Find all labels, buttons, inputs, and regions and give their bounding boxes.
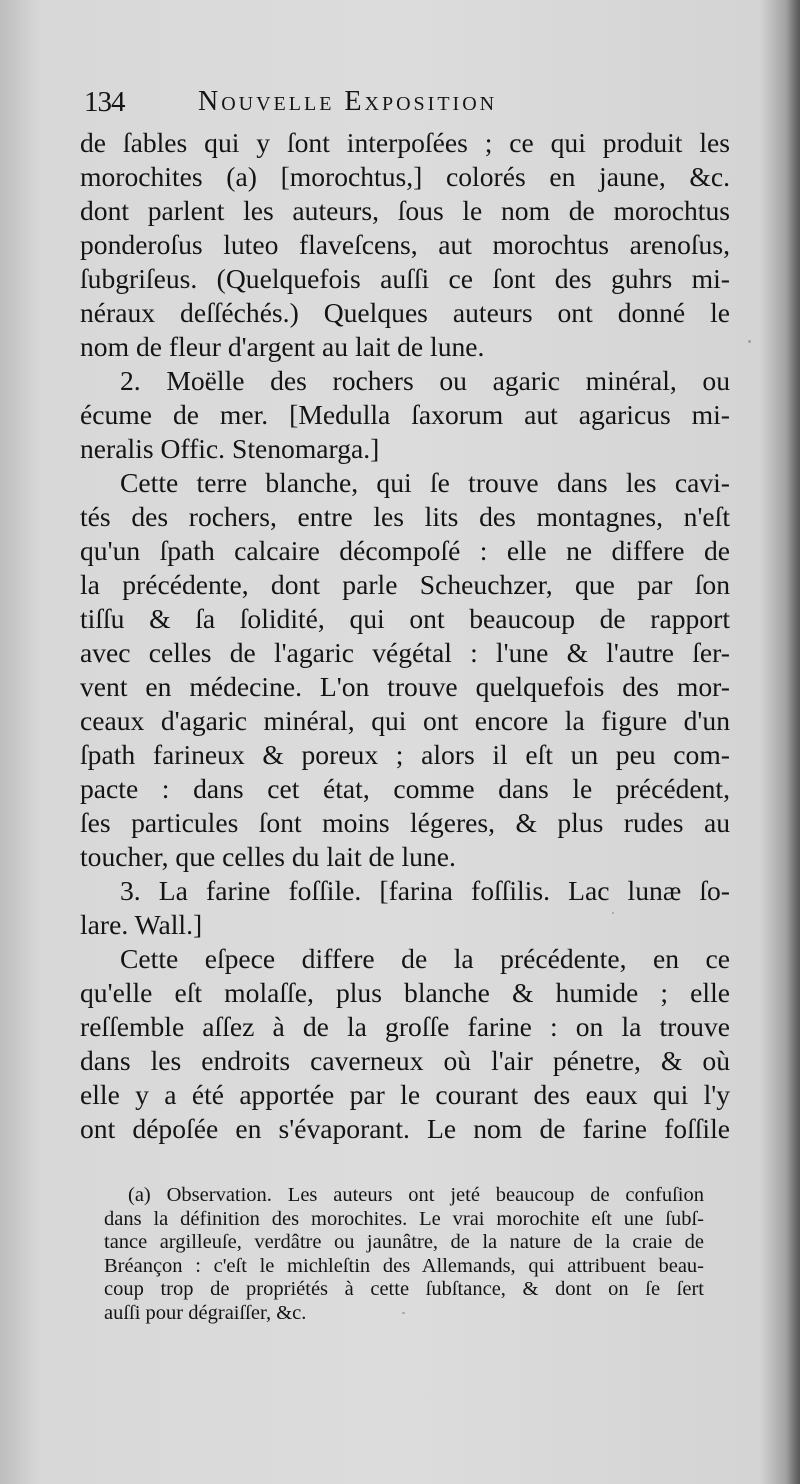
footnote-line: (a) Observation. Les auteurs ont jeté beaucoup de confuſion — [128, 1184, 704, 1206]
footnote-line: coup trop de propriétés à cette ſubſtance, & dont on ſe ſert — [104, 1278, 704, 1300]
text-line: néraux deſſéchés.) Quelques auteurs ont donné le — [80, 297, 730, 328]
page-edge-shadow — [786, 0, 800, 1484]
text-line: Cette terre blanche, qui ſe trouve dans les cavi- — [120, 467, 730, 498]
text-line: qu'un ſpath calcaire décompoſé : elle ne differe de — [80, 535, 730, 566]
text-line: ceaux d'agaric minéral, qui ont encore la figure d'un — [80, 705, 730, 736]
footnote — [104, 1184, 704, 1325]
paper-speck — [402, 1312, 405, 1314]
text-line: 2. Moëlle des rochers ou agaric minéral, ou — [120, 365, 730, 396]
main-text — [80, 126, 730, 1146]
text-line: ſes particules ſont moins légeres, & plus rudes au — [80, 807, 730, 838]
page-header — [84, 86, 784, 126]
text-line: ponderoſus luteo flaveſcens, aut morochtus arenoſus, — [80, 229, 730, 260]
text-line: écume de mer. [Medulla ſaxorum aut agaricus mi- — [80, 399, 730, 430]
text-line: dans les endroits caverneux où l'air pénetre, & où — [80, 1045, 730, 1076]
text-line: reſſemble aſſez à de la groſſe farine : on la trouve — [80, 1011, 730, 1042]
text-line: dont parlent les auteurs, ſous le nom de morochtus — [80, 195, 730, 226]
text-line: ont dépoſée en s'évaporant. Le nom de farine foſſile — [80, 1113, 730, 1144]
text-line: de ſables qui y ſont interpoſées ; ce qui produit les — [80, 127, 730, 158]
footnote-line: tance argilleuſe, verdâtre ou jaunâtre, de la nature de la craie de — [104, 1231, 704, 1253]
text-line: neralis Offic. Stenomarga.] — [80, 433, 380, 464]
text-line: nom de fleur d'argent au lait de lune. — [80, 331, 485, 362]
text-line: pacte : dans cet état, comme dans le précédent, — [80, 773, 730, 804]
text-line: 3. La farine foſſile. [farina foſſilis. Lac lunæ ſo- — [120, 875, 730, 906]
paper-speck — [612, 912, 614, 914]
text-line: morochites (a) [morochtus,] colorés en jaune, &c. — [80, 161, 730, 192]
text-line: toucher, que celles du lait de lune. — [80, 841, 456, 872]
footnote-line: Bréançon : c'eſt le michleſtin des Allemands, qui attribuent beau- — [104, 1254, 704, 1277]
text-line: ſubgriſeus. (Quelquefois auſſi ce ſont des guhrs mi- — [80, 263, 730, 294]
footnote-line: auſſi pour dégraiſſer, &c. — [104, 1301, 307, 1324]
text-line: ſpath farineux & poreux ; alors il eſt un peu com- — [80, 739, 730, 770]
paper-speck — [90, 1050, 92, 1053]
text-line: elle y a été apportée par le courant des eaux qui l'y — [80, 1079, 730, 1110]
text-line: lare. Wall.] — [80, 909, 203, 940]
text-line: tiſſu & ſa ſolidité, qui ont beaucoup de rapport — [80, 603, 730, 634]
text-line: qu'elle eſt molaſſe, plus blanche & humide ; elle — [80, 977, 730, 1008]
text-line: avec celles de l'agaric végétal : l'une & l'autre ſer- — [80, 637, 730, 668]
footnote-line: dans la définition des morochites. Le vrai morochite eſt une ſubſ- — [104, 1207, 704, 1230]
text-line: Cette eſpece differe de la précédente, en ce — [120, 943, 730, 974]
text-line: vent en médecine. L'on trouve quelquefois des mor- — [80, 671, 730, 702]
text-line: tés des rochers, entre les lits des montagnes, n'eſt — [80, 501, 730, 532]
paper-speck — [748, 340, 751, 343]
text-line: la précédente, dont parle Scheuchzer, que par ſon — [80, 569, 730, 600]
running-title: Nouvelle Exposition — [198, 86, 498, 117]
page-number: 134 — [84, 86, 125, 118]
